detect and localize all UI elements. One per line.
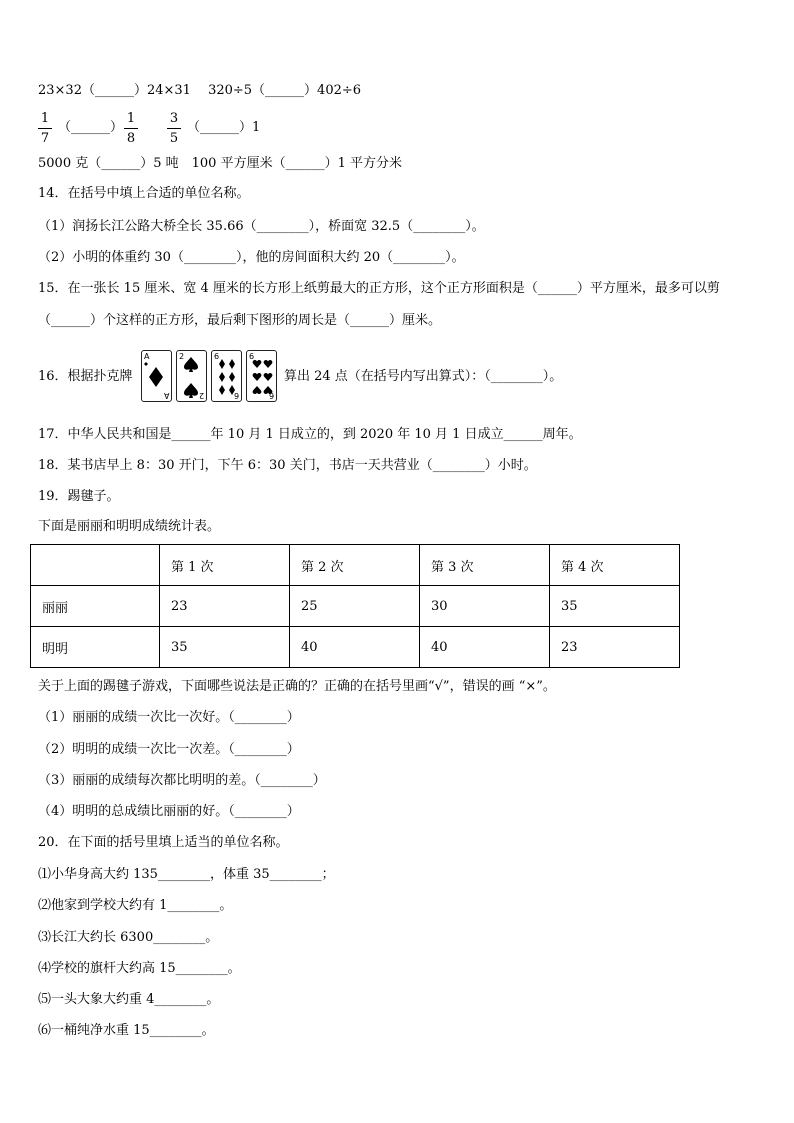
- question-14-item-1: （1）润扬长江公路大桥全长 35.66（________），桥面宽 32.5（________）。: [38, 219, 485, 234]
- card-six-diamonds: [211, 350, 242, 402]
- table-cell: 23: [160, 586, 290, 627]
- question-19-question: 关于上面的踢毽子游戏，下面哪些说法是正确的？正确的在括号里画“√”，错误的画 “×”。: [38, 679, 556, 694]
- question-19-item-1: （1）丽丽的成绩一次比一次好。（________）: [38, 710, 300, 725]
- question-20-item-2: ⑵他家到学校大约有 1________。: [38, 898, 233, 913]
- question-20-title: 20．在下面的括号里填上适当的单位名称。: [38, 835, 289, 850]
- question-20-item-1: ⑴小华身高大约 135________，体重 35________；: [38, 867, 335, 882]
- question-18: 18．某书店早上 8：30 开门，下午 6：30 关门，书店一天共营业（________）小时。: [38, 458, 537, 473]
- question-20-item-6: ⑹一桶纯净水重 15________。: [38, 1023, 215, 1038]
- fraction-bar: [124, 128, 138, 129]
- table-header-cell: 第 4 次: [550, 545, 680, 586]
- question-20-item-4: ⑷学校的旗杆大约高 15________。: [38, 961, 241, 976]
- card-six-hearts: [246, 350, 277, 402]
- card-ace-diamonds: [141, 350, 172, 402]
- numerator: 1: [126, 111, 136, 126]
- question-19-title: 19．踢毽子。: [38, 489, 120, 504]
- question-19-item-2: （2）明明的成绩一次比一次差。（________）: [38, 742, 300, 757]
- card-rank: 6: [214, 352, 220, 361]
- card-rank: A: [163, 391, 169, 400]
- table-cell: 35: [550, 586, 680, 627]
- fraction-bar: [38, 128, 52, 129]
- denominator: 5: [169, 131, 179, 146]
- fraction-three-fifths: [167, 110, 181, 147]
- table-cell: 40: [290, 627, 420, 668]
- card-rank: 2: [179, 352, 185, 361]
- table-cell: 35: [160, 627, 290, 668]
- question-19-intro: 下面是丽丽和明明成绩统计表。: [38, 519, 221, 534]
- table-header-cell: 第 3 次: [420, 545, 550, 586]
- denominator: 8: [126, 131, 136, 146]
- compare-row-3: 5000 克（______）5 吨 100 平方厘米（______）1 平方分米: [38, 156, 402, 171]
- card-rank: A: [144, 352, 150, 361]
- card-rank: 2: [198, 391, 204, 400]
- card-two-spades: [176, 350, 207, 402]
- question-14-item-2: （2）小明的体重约 30（________），他的房间面积大约 20（________）。: [38, 250, 465, 265]
- table-header-cell: 第 2 次: [290, 545, 420, 586]
- question-20-item-5: ⑸一头大象大约重 4________。: [38, 992, 220, 1007]
- fraction-compare-blank-1: （______）: [58, 120, 124, 135]
- question-15-line-2: （______）个这样的正方形，最后剩下图形的周长是（______）厘米。: [38, 313, 442, 328]
- question-19-item-3: （3）丽丽的成绩每次都比明明的差。（________）: [38, 773, 326, 788]
- table-cell: 明明: [31, 627, 160, 668]
- denominator: 7: [40, 131, 50, 146]
- fraction-compare-blank-2: （______）1: [187, 120, 261, 135]
- table-row: [31, 586, 680, 627]
- question-19-item-4: （4）明明的总成绩比丽丽的好。（________）: [38, 804, 300, 819]
- question-14-title: 14．在括号中填上合适的单位名称。: [38, 186, 250, 201]
- card-rank: 6: [249, 352, 255, 361]
- question-17: 17．中华人民共和国是______年 10 月 1 日成立的，到 2020 年 10 月 1 日成立______周年。: [38, 427, 582, 442]
- table-cell: 丽丽: [31, 586, 160, 627]
- table-header-row: [31, 545, 680, 586]
- numerator: 1: [40, 111, 50, 126]
- question-15-line-1: 15．在一张长 15 厘米、宽 4 厘米的长方形上纸剪最大的正方形，这个正方形面积是（______）平方厘米，最多可以剪: [38, 281, 720, 296]
- card-rank: 6: [268, 391, 274, 400]
- question-20-item-3: ⑶长江大约长 6300________。: [38, 930, 219, 945]
- table-header-cell: [31, 545, 160, 586]
- table-row: [31, 627, 680, 668]
- card-rank: 6: [233, 391, 239, 400]
- question-16-suffix: 算出 24 点（在括号内写出算式）：（________）。: [284, 369, 563, 384]
- compare-row-1: 23×32（______）24×31 320÷5（______）402÷6: [38, 83, 362, 98]
- table-header-cell: 第 1 次: [160, 545, 290, 586]
- numerator: 3: [169, 111, 179, 126]
- fraction-one-seventh: [38, 110, 52, 147]
- table-cell: 40: [420, 627, 550, 668]
- playing-cards: [141, 350, 281, 404]
- table-cell: 25: [290, 586, 420, 627]
- table-cell: 23: [550, 627, 680, 668]
- fraction-one-eighth: [124, 110, 138, 147]
- table-cell: 30: [420, 586, 550, 627]
- fraction-bar: [167, 128, 181, 129]
- question-16-prefix: 16．根据扑克牌: [38, 369, 133, 384]
- score-table: [30, 544, 680, 668]
